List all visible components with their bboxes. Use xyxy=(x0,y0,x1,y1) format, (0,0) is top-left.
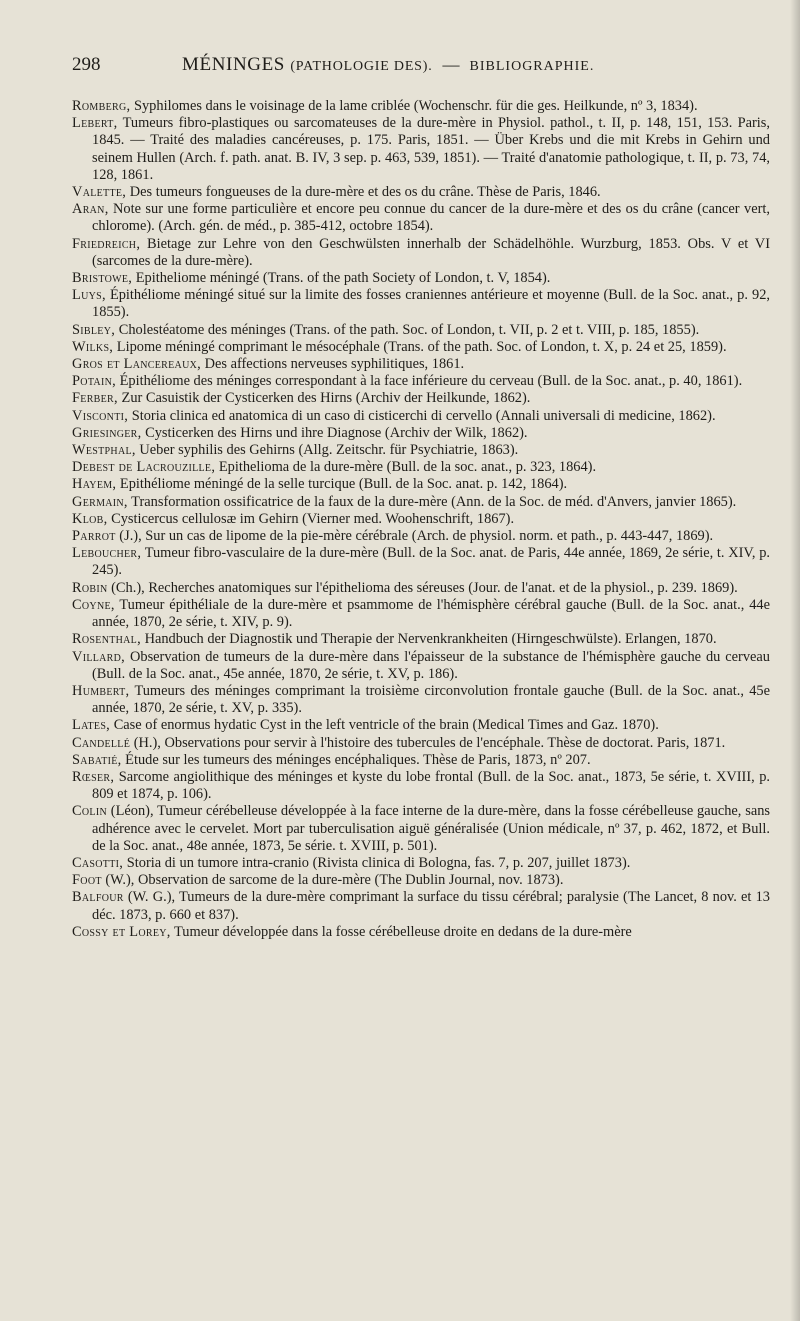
bibliography-entry xyxy=(72,459,770,476)
entry-text: Tumeurs des méninges comprimant la troisième circonvolution frontale gauche (Bull. de la Soc. anat., 45e année, 1870, 2e série, t. XV, p. 335). xyxy=(92,682,770,717)
entry-author: Coyne, xyxy=(72,596,115,613)
entry-author: Colin xyxy=(72,803,107,820)
entry-author: Sabatié, xyxy=(72,751,122,768)
section-label: BIBLIOGRAPHIE. xyxy=(469,59,595,74)
bibliography-entry xyxy=(72,631,770,648)
entry-author: Foot xyxy=(72,872,102,889)
entry-author: Westphal, xyxy=(72,442,136,459)
page-edge-shadow xyxy=(790,0,800,1321)
entry-text: Tumeur épithéliale de la dure-mère et psammome de l'hémisphère cérébral gauche (Bull. de la Soc. anat., 44e année, 1870, 2e série, t. XIV, p. 9). xyxy=(92,596,770,631)
bibliography-entry xyxy=(72,339,770,356)
entry-author: Gros et Lancereaux, xyxy=(72,356,202,373)
entry-text: Épithéliome méningé situé sur la limite des fosses craniennes antérieure et moyenne (Bull. de la Soc. anat., p. 92, 1855). xyxy=(92,287,770,321)
bibliography-entry xyxy=(72,287,770,321)
bibliography-entry xyxy=(72,408,770,425)
bibliography-entry xyxy=(72,872,770,889)
entry-text: Cysticerken des Hirns und ihre Diagnose (Archiv der Wilk, 1862). xyxy=(141,424,528,441)
bibliography-entry xyxy=(72,580,770,597)
running-title-main: MÉNINGES xyxy=(182,54,285,75)
bibliography-entry xyxy=(72,752,770,769)
bibliography-entry xyxy=(72,322,770,339)
entry-author: Humbert, xyxy=(72,682,130,699)
entry-text: Sarcome angiolithique des méninges et kyste du lobe frontal (Bull. de la Soc. anat., 1873, 5e série, t. XVIII, p. 809 et 1874, p. 106). xyxy=(92,768,770,803)
entry-author: Robin xyxy=(72,579,108,596)
entry-author: Potain, xyxy=(72,373,117,390)
bibliography-entry xyxy=(72,425,770,442)
bibliography-entry xyxy=(72,476,770,493)
bibliography-entry xyxy=(72,270,770,287)
entry-text: Storia di un tumore intra-cranio (Rivista clinica di Bologna, fas. 7, p. 207, juillet 1873). xyxy=(123,854,631,871)
entry-author: Sibley, xyxy=(72,321,116,338)
bibliography-entry xyxy=(72,115,770,184)
entry-author: Griesinger, xyxy=(72,424,142,441)
entry-text: Storia clinica ed anatomica di un caso di cisticerchi di cervello (Annali universali di medicine, 1862). xyxy=(128,407,716,424)
bibliography-entry xyxy=(72,442,770,459)
entry-text: Tumeur développée dans la fosse cérébelleuse droite en dedans de la dure-mère xyxy=(170,923,632,940)
entry-author: Cossy et Lorey, xyxy=(72,923,171,940)
entry-text: Étude sur les tumeurs des méninges encéphaliques. Thèse de Paris, 1873, nº 207. xyxy=(121,751,591,768)
page-number: 298 xyxy=(72,54,101,75)
entry-author: Aran, xyxy=(72,201,109,218)
entry-author: Friedreich, xyxy=(72,235,141,252)
bibliography-entry xyxy=(72,494,770,511)
entry-author: Parrot xyxy=(72,528,116,545)
entry-text: Observation de tumeurs de la dure-mère dans l'épaisseur de la substance de l'hémisphère gauche du cerveau (Bull. de la Soc. anat., 45e année, 1870, 2e série, t. XV, p. 186). xyxy=(92,648,770,682)
bibliography-entry xyxy=(72,649,770,683)
entry-text: Ueber syphilis des Gehirns (Allg. Zeitschr. für Psychiatrie, 1863). xyxy=(135,442,519,459)
bibliography-entry xyxy=(72,373,770,390)
running-title-sub: (PATHOLOGIE DES). xyxy=(290,59,433,74)
entry-text: Epitheliome méningé (Trans. of the path Society of London, t. V, 1854). xyxy=(132,270,551,287)
bibliography-entry xyxy=(72,717,770,734)
bibliography-entry xyxy=(72,201,770,235)
entry-text: Épithéliome des méninges correspondant à la face inférieure du cerveau (Bull. de la Soc. anat., p. 40, 1861). xyxy=(116,373,743,390)
entry-text: Tumeurs fibro-plastiques ou sarcomateuses de la dure-mère in Physiol. pathol., t. II, p. 148, 151, 153. Paris, 1845. — Traité des maladies cancéreuses, p. 175. Paris, 1851. — Über Krebs und die mit Krebs in Gehirn und seinem Hullen (Arch. f. path. anat. B. IV, 3 sep. p. 463, 539, 1851). — Traité d'anatomie pathologique, t. II, p. 73, 74, 128, 1861. xyxy=(92,115,770,183)
entry-author: Visconti, xyxy=(72,407,129,424)
bibliography-entry xyxy=(72,735,770,752)
entry-author: Hayem, xyxy=(72,476,117,493)
entry-author: Leboucher, xyxy=(72,545,142,562)
running-head-dash: — xyxy=(442,55,460,74)
bibliography-entry xyxy=(72,545,770,579)
bibliography-entry xyxy=(72,855,770,872)
entry-author: Candellé xyxy=(72,734,131,751)
bibliography-entry xyxy=(72,803,770,855)
entry-text: Tumeur fibro-vasculaire de la dure-mère (Bull. de la Soc. anat. de Paris, 44e année, 1869, 2e série, t. XIV, p. 245). xyxy=(92,545,770,579)
entry-author: Lates, xyxy=(72,717,111,734)
entry-text: Des affections nerveuses syphilitiques, 1861. xyxy=(201,356,465,373)
entry-author: Romberg, xyxy=(72,98,131,114)
entry-text: (Léon), Tumeur cérébelleuse développée à la face interne de la dure-mère, dans la fosse cérébelleuse gauche, sans adhérence avec le cervelet. Mort par tuberculisation aiguë généralisée (Union médicale, nº 37, p. 462, 1872, et Bull. de la Soc. anat., 48e année, 1873, 5e série. t. XVIII, p. 501). xyxy=(92,803,770,854)
entry-text: Lipome méningé comprimant le mésocéphale (Trans. of the path. Soc. of London, t. X, p. 24 et 25, 1859). xyxy=(113,338,727,355)
entry-text: Bietage zur Lehre von den Geschwülsten innerhalb der Schädelhöhle. Wurzburg, 1853. Obs. V et VI (sarcomes de la dure-mère). xyxy=(92,235,770,269)
bibliography-entry xyxy=(72,924,770,941)
running-title xyxy=(182,54,433,76)
bibliography-list xyxy=(72,98,770,941)
entry-author: Bristowe, xyxy=(72,270,133,287)
entry-author: Klob, xyxy=(72,510,108,527)
entry-text: Handbuch der Diagnostik und Therapie der Nervenkrankheiten (Hirngeschwülste). Erlangen, 1870. xyxy=(140,631,717,648)
entry-text: Syphilomes dans le voisinage de la lame criblée (Wochenschr. für die ges. Heilkunde, nº 3, 1834). xyxy=(130,98,698,114)
entry-text: Cysticercus cellulosæ im Gehirn (Vierner med. Woohenschrift, 1867). xyxy=(107,510,515,527)
entry-text: (W.), Observation de sarcome de la dure-mère (The Dublin Journal, nov. 1873). xyxy=(101,872,564,889)
entry-text: Des tumeurs fongueuses de la dure-mère et des os du crâne. Thèse de Paris, 1846. xyxy=(126,184,601,201)
running-head xyxy=(72,54,770,76)
entry-text: Zur Casuistik der Cysticerken des Hirns (Archiv der Heilkunde, 1862). xyxy=(117,390,531,407)
bibliography-entry xyxy=(72,889,770,923)
entry-text: (Ch.), Recherches anatomiques sur l'épithelioma des séreuses (Jour. de l'anat. et de la physiol., p. 239. 1869). xyxy=(107,579,738,596)
bibliography-entry xyxy=(72,236,770,270)
bibliography-entry xyxy=(72,683,770,717)
entry-author: Villard, xyxy=(72,648,126,665)
entry-text: Case of enormus hydatic Cyst in the left ventricle of the brain (Medical Times and Gaz. 1870). xyxy=(110,717,659,734)
entry-text: (W. G.), Tumeurs de la dure-mère comprimant la surface du tissu cérébral; paralysie (The Lancet, 8 nov. et 13 déc. 1873, p. 660 et 837). xyxy=(92,889,770,923)
entry-author: Germain, xyxy=(72,493,128,510)
entry-author: Lebert, xyxy=(72,115,118,132)
entry-text: Cholestéatome des méninges (Trans. of the path. Soc. of London, t. VII, p. 2 et t. VIII, p. 185, 1855). xyxy=(115,321,700,338)
entry-text: Epithelioma de la dure-mère (Bull. de la soc. anat., p. 323, 1864). xyxy=(215,459,597,476)
bibliography-entry xyxy=(72,184,770,201)
bibliography-entry xyxy=(72,597,770,631)
bibliography-entry xyxy=(72,528,770,545)
bibliography-entry xyxy=(72,98,770,115)
bibliography-entry xyxy=(72,390,770,407)
bibliography-entry xyxy=(72,769,770,803)
entry-author: Ferber, xyxy=(72,390,118,407)
entry-text: (H.), Observations pour servir à l'histoire des tubercules de l'encéphale. Thèse de doctorat. Paris, 1871. xyxy=(130,734,726,751)
entry-text: Epithéliome méningé de la selle turcique (Bull. de la Soc. anat. p. 142, 1864). xyxy=(116,476,568,493)
bibliography-entry xyxy=(72,511,770,528)
entry-text: Transformation ossificatrice de la faux de la dure-mère (Ann. de la Soc. de méd. d'Anvers, janvier 1865). xyxy=(127,493,737,510)
entry-author: Luys, xyxy=(72,287,106,304)
entry-author: Casotti, xyxy=(72,854,124,871)
entry-author: Rosenthal, xyxy=(72,631,141,648)
entry-author: Valette, xyxy=(72,184,127,201)
bibliography-entry xyxy=(72,356,770,373)
entry-author: Wilks, xyxy=(72,338,114,355)
entry-author: Balfour xyxy=(72,889,124,906)
entry-text: (J.), Sur un cas de lipome de la pie-mère cérébrale (Arch. de physiol. norm. et path., p. 443-447, 1869). xyxy=(115,528,714,545)
entry-author: Rœser, xyxy=(72,768,115,785)
entry-author: Debest de Lacrouzille, xyxy=(72,459,216,476)
entry-text: Note sur une forme particulière et encore peu connue du cancer de la dure-mère et des os du crâne (cancer vert, chlorome). (Arch. gén. de méd., p. 385-412, octobre 1854). xyxy=(92,201,770,235)
